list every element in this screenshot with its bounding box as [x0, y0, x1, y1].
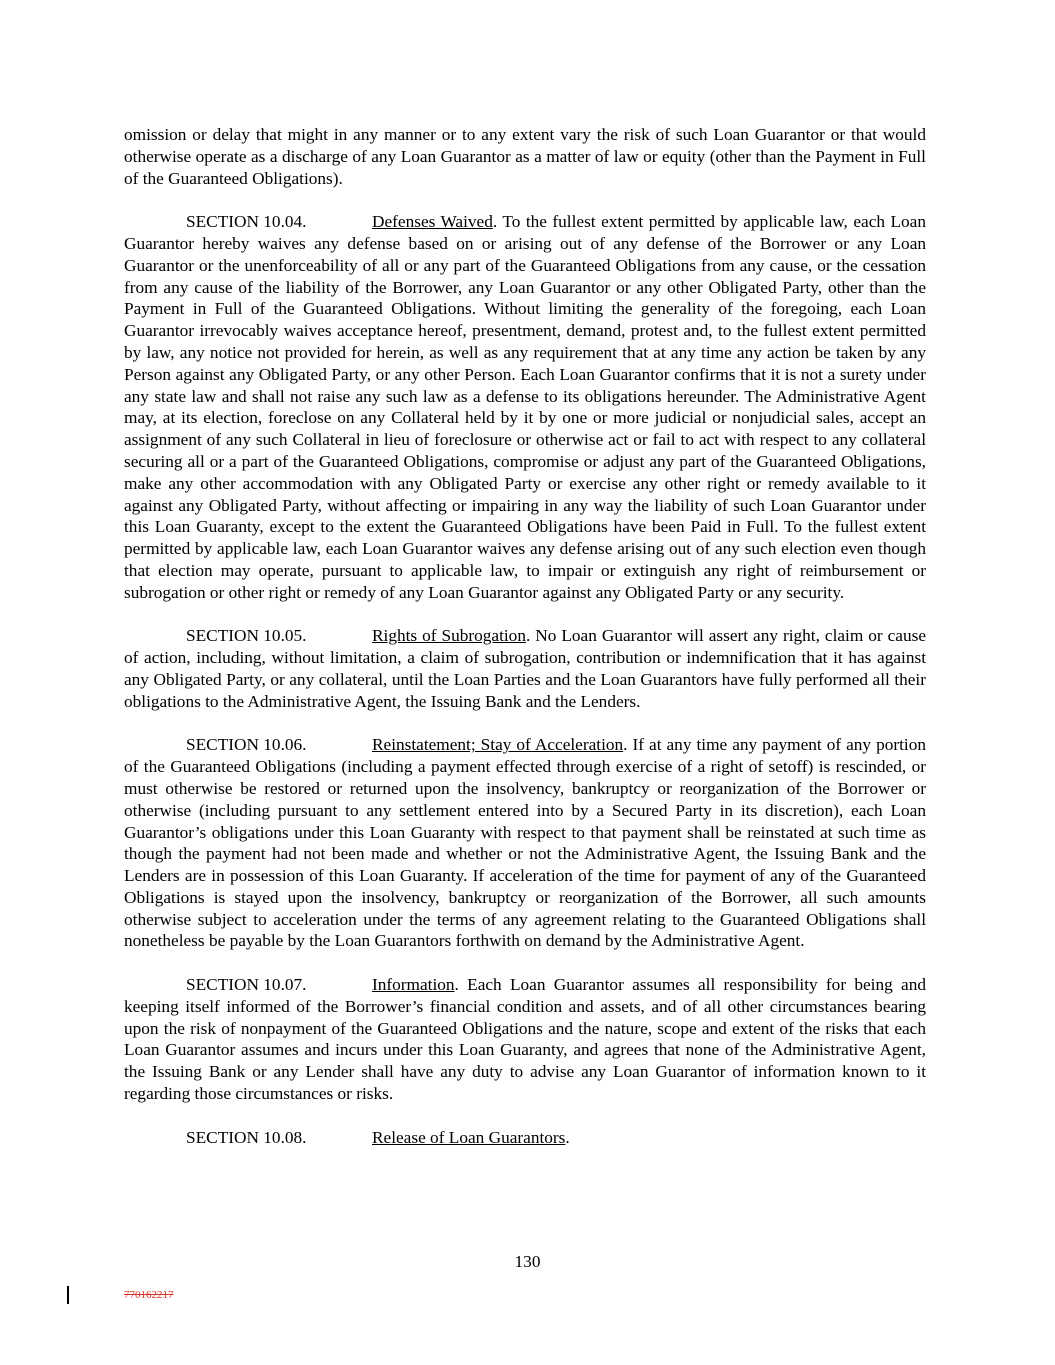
section-number: SECTION 10.06.: [186, 735, 307, 755]
section-title: Reinstatement; Stay of Acceleration: [372, 735, 624, 755]
document-body: [124, 124, 926, 1170]
section-body: . No Loan Guarantor will assert any right, claim or cause of action, including, without limitation, a claim of subrogation, contribution or indemnification that it has against any Obligated Party, or any collateral, until the Loan Parties and the Loan Guarantors have fully performed all their obligations to the Administrative Agent, the Issuing Bank and the Lenders.: [124, 626, 926, 711]
opening-paragraph: omission or delay that might in any manner or to any extent vary the risk of such Loan Guarantor or that would otherwise operate as a discharge of any Loan Guarantor as a matter of law or equity (other than the Payment in Full of the Guaranteed Obligations).: [124, 125, 926, 188]
section-title: Information: [372, 975, 455, 995]
section-10-07: [124, 974, 926, 1105]
section-number: SECTION 10.07.: [186, 975, 307, 995]
section-body: .: [565, 1127, 570, 1147]
document-id: 770162217: [124, 1289, 174, 1301]
section-10-05: [124, 625, 926, 712]
section-number: SECTION 10.05.: [186, 626, 307, 646]
revision-change-bar: [67, 1286, 69, 1304]
section-body: . If at any time any payment of any portion of the Guaranteed Obligations (including a payment effected through exercise of a right of setoff) is rescinded, or must otherwise be restored or returned upon the insolvency, bankruptcy or reorganization of the Borrower or otherwise (including pursuant to any settlement entered into by a Secured Party in its discretion), each Loan Guarantor’s obligations under this Loan Guaranty with respect to that payment shall be reinstated at such time as though the payment had not been made and whether or not the Administrative Agent, the Issuing Bank and the Lenders are in possession of this Loan Guaranty. If acceleration of the time for payment of any of the Guaranteed Obligations is stayed upon the insolvency, bankruptcy or reorganization of the Borrower, all such amounts otherwise subject to acceleration under the terms of any agreement relating to the Guaranteed Obligations shall nonetheless be payable by the Loan Guarantors forthwith on demand by the Administrative Agent.: [124, 735, 927, 951]
section-body: . To the fullest extent permitted by applicable law, each Loan Guarantor hereby waives any defense based on or arising out of any defense of the Borrower or any Loan Guarantor or the unenforceability of all or any part of the Guaranteed Obligations from any cause, or the cessation from any cause of the liability of the Borrower, any Loan Guarantor or any other Obligated Party, other than the Payment in Full of the Guaranteed Obligations. Without limiting the generality of the foregoing, each Loan Guarantor irrevocably waives acceptance hereof, presentment, demand, protest and, to the fullest extent permitted by law, any notice not provided for herein, as well as any requirement that at any time any action be taken by any Person against any Obligated Party, or any other Person. Each Loan Guarantor confirms that it is not a surety under any state law and shall not raise any such law as a defense to its obligations hereunder. The Administrative Agent may, at its election, foreclose on any Collateral held by it by one or more judicial or nonjudicial sales, accept an assignment of any such Collateral in lieu of foreclosure or otherwise act or fail to act with respect to any collateral securing all or a part of the Guaranteed Obligations, compromise or adjust any part of the Guaranteed Obligations, make any other accommodation with any Obligated Party or exercise any other right or remedy available to it against any Obligated Party, without affecting or impairing in any way the liability of such Loan Guarantor under this Loan Guaranty, except to the extent the Guaranteed Obligations have been Paid in Full. To the fullest extent permitted by applicable law, each Loan Guarantor waives any defense arising out of any such election even though that election may operate, pursuant to applicable law, to impair or extinguish any right of reimbursement or subrogation or other right or remedy of any Loan Guarantor against any Obligated Party or any security.: [124, 212, 926, 602]
section-number: SECTION 10.08.: [186, 1127, 307, 1147]
section-body: . Each Loan Guarantor assumes all responsibility for being and keeping itself informed of the Borrower’s financial condition and assets, and of all other circumstances bearing upon the risk of nonpayment of the Guaranteed Obligations and the nature, scope and extent of the risks that each Loan Guarantor assumes and incurs under this Loan Guaranty, and agrees that none of the Administrative Agent, the Issuing Bank or any Lender shall have any duty to advise any Loan Guarantor of information known to it regarding those circumstances or risks.: [124, 975, 926, 1104]
section-title: Defenses Waived: [372, 212, 493, 232]
section-title: Rights of Subrogation: [372, 626, 526, 646]
section-title: Release of Loan Guarantors: [372, 1127, 566, 1147]
page-number: 130: [514, 1252, 541, 1271]
section-10-04: [124, 211, 926, 603]
section-10-08: [124, 1127, 926, 1149]
section-number: SECTION 10.04.: [186, 212, 307, 232]
section-10-06: [124, 734, 926, 952]
